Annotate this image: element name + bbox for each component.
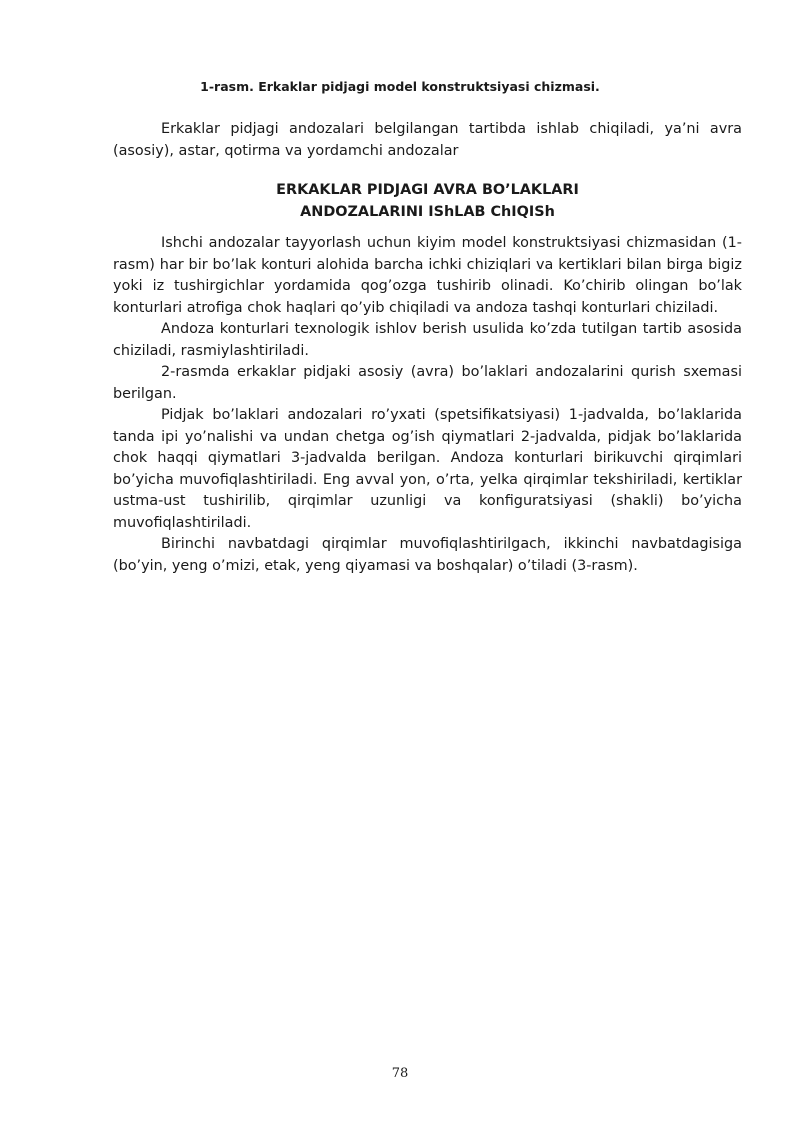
figure-caption: 1-rasm. Erkaklar pidjagi model konstruktsiyasi chizmasi.: [200, 79, 600, 94]
body-paragraph-2: Andoza konturlari texnologik ishlov berish usulida ko’zda tutilgan tartib asosida chiziladi, rasmiylashtiriladi.: [113, 321, 742, 359]
page-number: 78: [391, 1066, 409, 1081]
section-heading: [113, 180, 742, 223]
body-paragraph-4: Pidjak bo’laklari andozalari ro’yxati (spetsifikatsiyasi) 1-jadvalda, bo’laklarida tanda ipi yo’nalishi va undan chetga og’ish qiymatlari 2-jadvalda, pidjak bo’laklarida chok haqqi qiymatlari 3-jadvalda berilgan. Andoza konturlari birikuvchi qirqimlari bo’yicha muvofiqlashtiriladi. Eng avval yon, o’rta, yelka qirqimlar tekshiriladi, kertiklar ustma-ust tushirilib, qirqimlar uzunligi va konfiguratsiyasi (shakli) bo’yicha muvofiqlashtiriladi.: [113, 407, 742, 531]
section-heading-line-2: ANDOZALARINI IShLAB ChIQISh: [300, 203, 555, 220]
section-heading-line-1: ERKAKLAR PIDJAGI AVRA BO’LAKLARI: [276, 182, 579, 198]
intro-paragraph: Erkaklar pidjagi andozalari belgilangan tartibda ishlab chiqiladi, ya’ni avra (asosiy), astar, qotirma va yordamchi andozalar: [113, 121, 742, 159]
body-paragraph-5: Birinchi navbatdagi qirqimlar muvofiqlashtirilgach, ikkinchi navbatdagisiga (bo’yin, yeng o’mizi, etak, yeng qiyamasi va boshqalar) o’tiladi (3-rasm).: [113, 536, 742, 574]
body-paragraph-3: 2-rasmda erkaklar pidjaki asosiy (avra) bo’laklari andozalarini qurish sxemasi berilgan.: [113, 364, 742, 402]
body-paragraph-1: Ishchi andozalar tayyorlash uchun kiyim model konstruktsiyasi chizmasidan (1-rasm) har bir bo’lak konturi alohida barcha ichki chiziqlari va kertiklari bilan birga bigiz yoki iz tushirgichlar yordamida qog’ozga tushirib olinadi. Ko’chirib olingan bo’lak konturlari atrofiga chok haqlari qo’yib chiqiladi va andoza tashqi konturlari chiziladi.: [113, 235, 742, 316]
body-text: [113, 233, 742, 577]
